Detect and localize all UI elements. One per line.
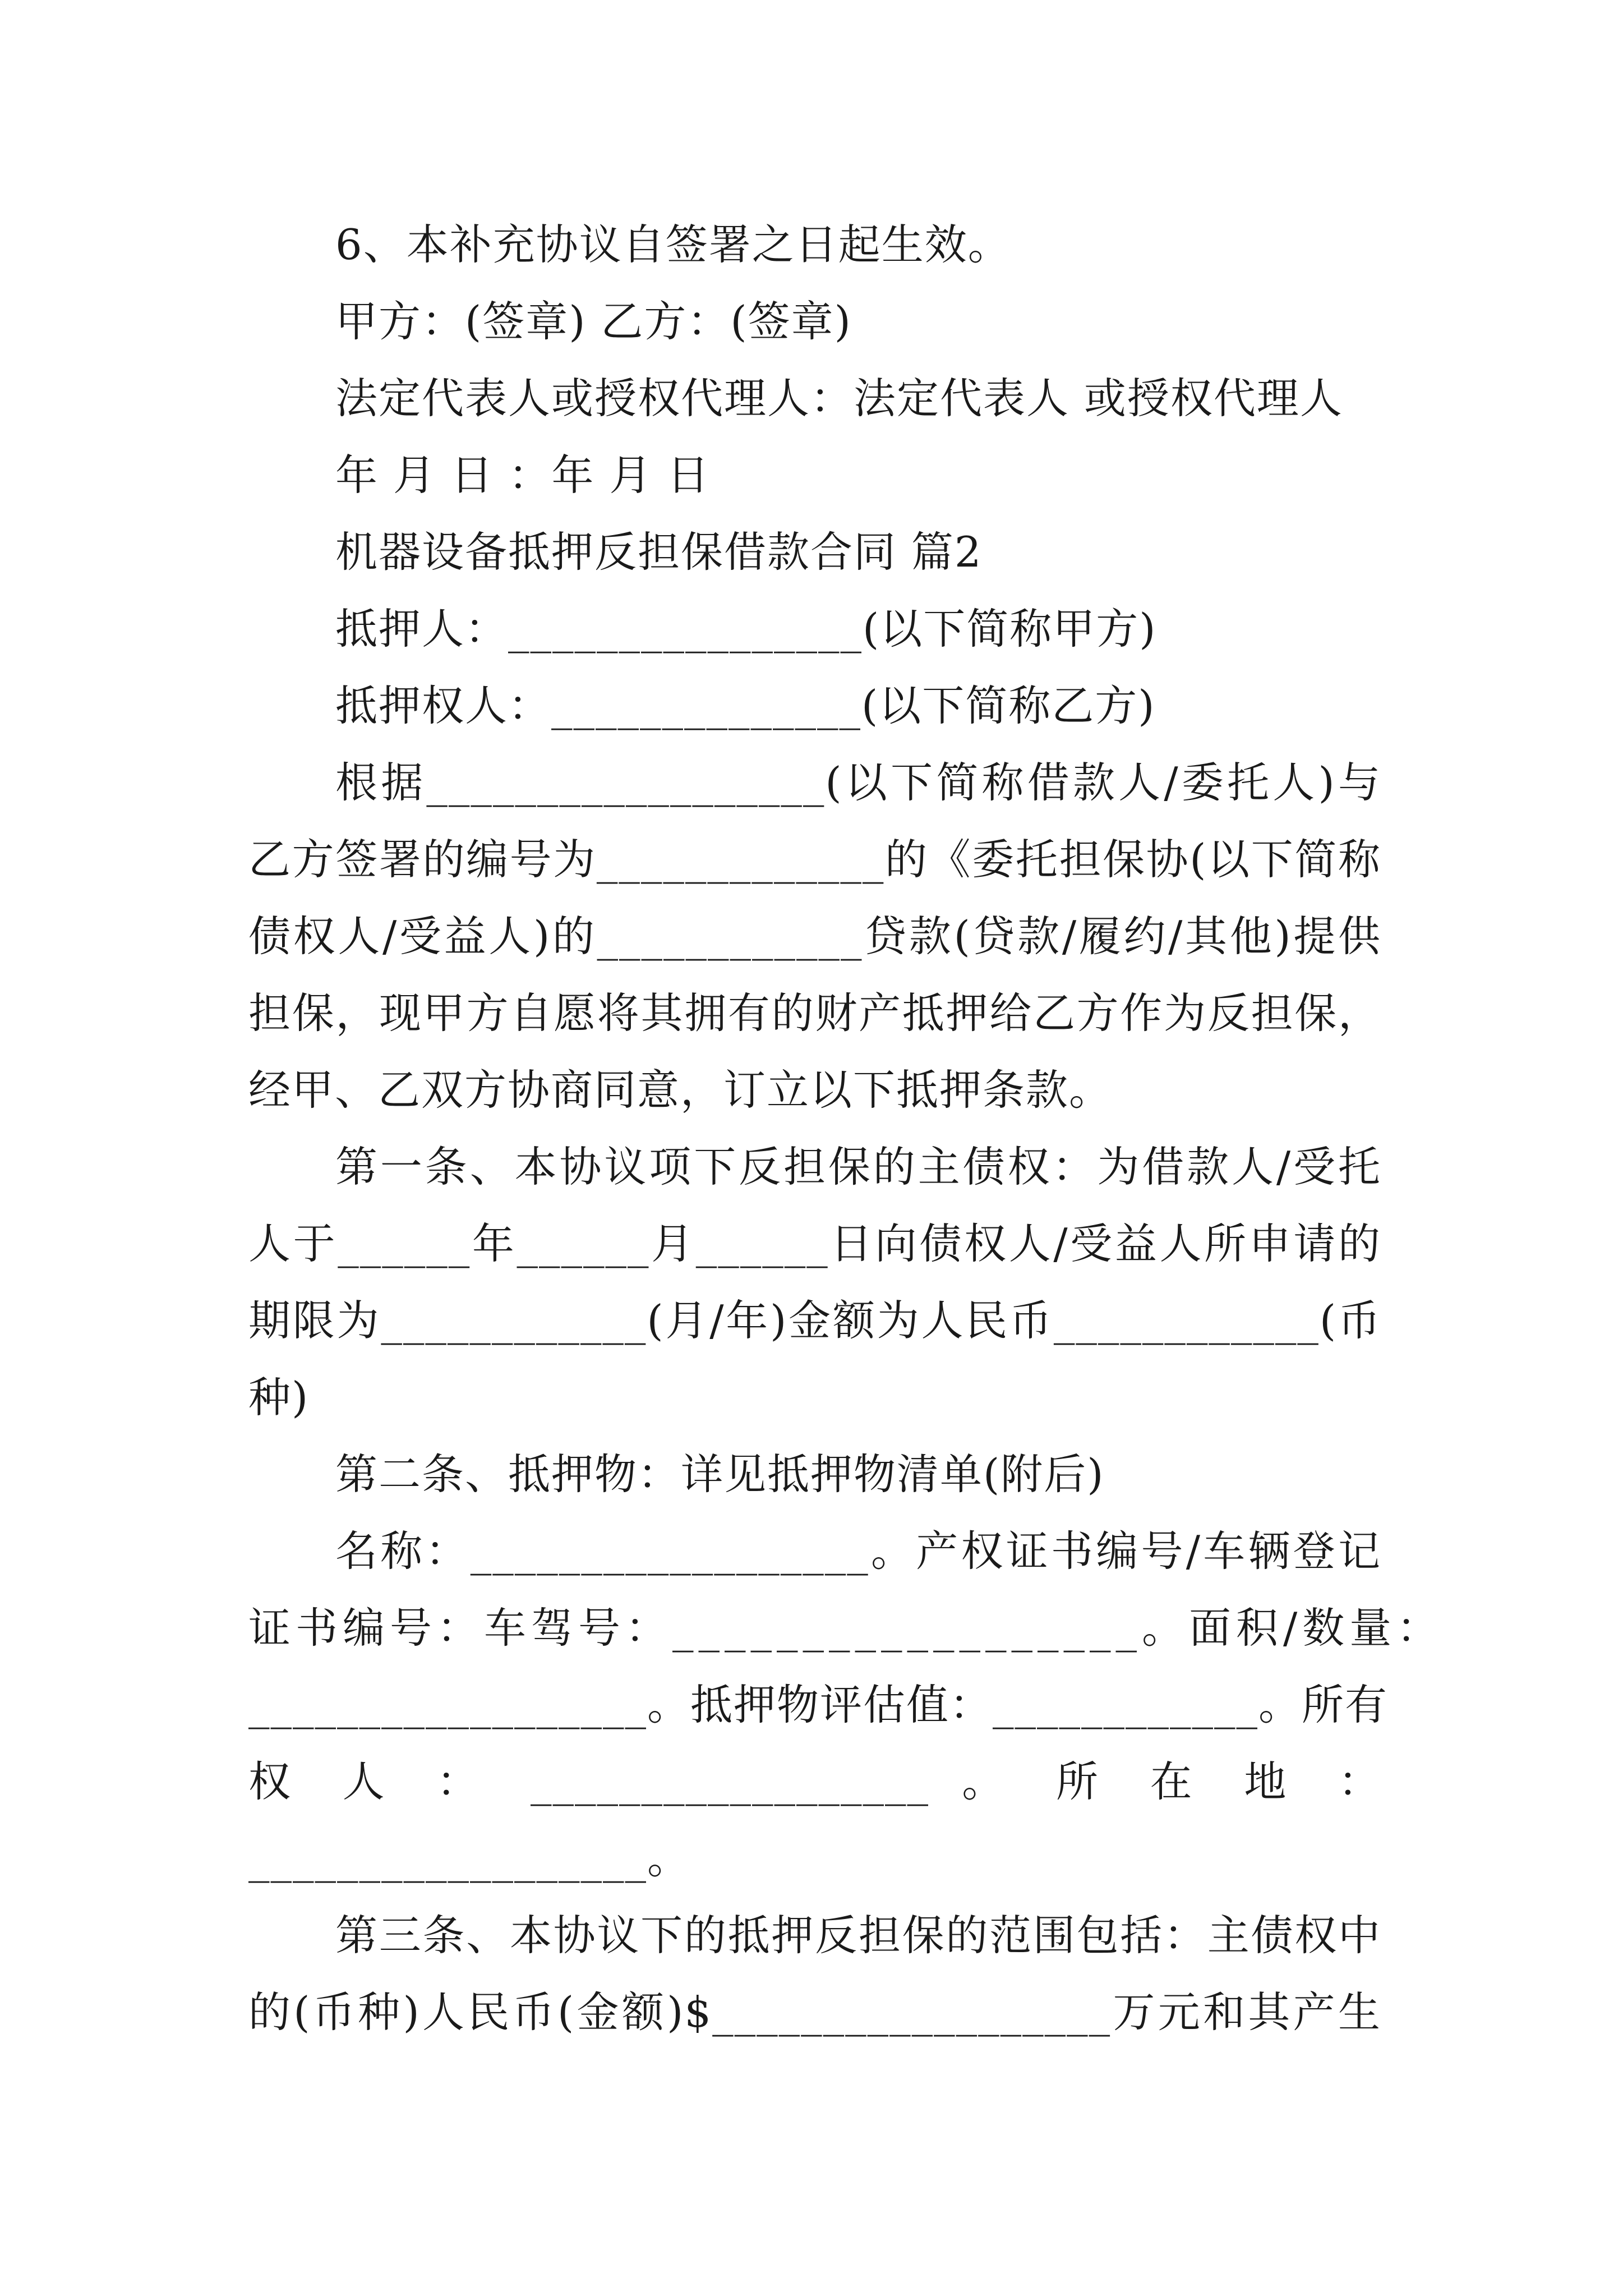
legal-representatives: 法定代表人或授权代理人：法定代表人 或授权代理人 bbox=[335, 374, 1343, 423]
article-1-line: 期限为____________(月/年)金额为人民币____________(币 bbox=[248, 1296, 1381, 1345]
contract-title: 机器设备抵押反担保借款合同 篇2 bbox=[335, 527, 983, 577]
article-2-line: 权 人 ： __________________ 。 所 在 地 ： bbox=[248, 1757, 1381, 1806]
article-3-line: 第三条、本协议下的抵押反担保的范围包括：主债权中 bbox=[335, 1911, 1381, 1960]
mortgagee-line: 抵押权人：______________(以下简称乙方) bbox=[335, 681, 1156, 730]
article-2-line: __________________。抵押物评估值：____________。所有 bbox=[248, 1680, 1389, 1729]
article-2-line: 名称：__________________。产权证书编号/车辆登记 bbox=[335, 1526, 1381, 1576]
article-2-line: 证书编号：车驾号：__________________。面积/数量： bbox=[248, 1603, 1444, 1653]
clause-6-effective: 6、本补充协议自签署之日起生效。 bbox=[335, 220, 1011, 269]
paragraph-line: 经甲、乙双方协商同意，订立以下抵押条款。 bbox=[248, 1065, 1113, 1115]
paragraph-line: 乙方签署的编号为_____________的《委托担保协(以下简称 bbox=[248, 835, 1381, 884]
paragraph-line: 根据__________________(以下简称借款人/委托人)与 bbox=[335, 758, 1381, 807]
article-3-line: 的(币种)人民币(金额)$__________________万元和其产生 bbox=[248, 1987, 1381, 2037]
paragraph-line: 债权人/受益人)的____________贷款(贷款/履约/其他)提供 bbox=[248, 912, 1381, 961]
article-2-heading: 第二条、抵押物：详见抵押物清单(附后) bbox=[335, 1450, 1105, 1499]
paragraph-line: 担保，现甲方自愿将其拥有的财产抵押给乙方作为反担保， bbox=[248, 988, 1381, 1038]
signature-dates: 年 月 日 ：年 月 日 bbox=[335, 450, 711, 500]
signature-parties: 甲方：(签章) 乙方：(签章) bbox=[335, 297, 852, 346]
article-1-line: 第一条、本协议项下反担保的主债权：为借款人/受托 bbox=[335, 1142, 1381, 1191]
article-1-line: 人于______年______月______日向债权人/受益人所申请的 bbox=[248, 1219, 1381, 1268]
article-1-line: 种) bbox=[248, 1373, 310, 1422]
article-2-line: __________________。 bbox=[248, 1834, 691, 1883]
mortgagor-line: 抵押人：________________(以下简称甲方) bbox=[335, 604, 1157, 654]
